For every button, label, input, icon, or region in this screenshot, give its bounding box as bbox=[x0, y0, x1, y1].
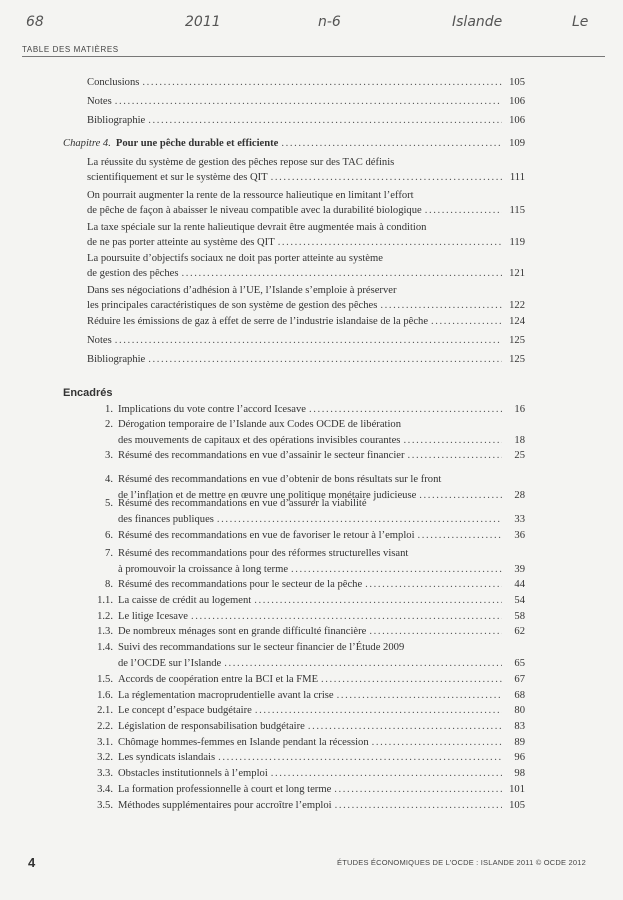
toc-entry-page: 105 bbox=[509, 77, 525, 88]
toc-entry-title: Bibliographie bbox=[87, 354, 146, 365]
box-title: Législation de responsabilisation budgétaire bbox=[118, 721, 305, 732]
box-number: 3. bbox=[105, 450, 113, 461]
box-number: 5. bbox=[105, 498, 113, 509]
box-title: Résumé des recommandations pour des réformes structurelles visant bbox=[118, 548, 409, 559]
box-entry[interactable] bbox=[97, 719, 525, 735]
box-number: 3.2. bbox=[97, 752, 113, 763]
box-title: Résumé des recommandations en vue d’obtenir de bons résultats sur le front bbox=[118, 474, 442, 485]
box-entry[interactable] bbox=[105, 417, 525, 448]
box-entry[interactable] bbox=[105, 577, 525, 593]
box-entry[interactable] bbox=[105, 402, 525, 418]
toc-entry-title: de gestion des pêches bbox=[87, 267, 179, 279]
box-page: 33 bbox=[514, 513, 525, 525]
toc-entry[interactable] bbox=[87, 76, 525, 91]
box-number: 1.4. bbox=[97, 642, 113, 653]
toc-entry-title: de pêche de façon à abaisser le niveau compatible avec la durabilité biologique bbox=[87, 204, 422, 216]
box-title: Les syndicats islandais bbox=[118, 752, 216, 763]
page-number: 4 bbox=[28, 855, 36, 870]
box-page: 96 bbox=[514, 752, 525, 763]
toc-entry[interactable] bbox=[87, 315, 525, 330]
box-title: Implications du vote contre l’accord Icesave bbox=[118, 404, 306, 415]
box-entry[interactable] bbox=[97, 593, 525, 609]
box-page: 54 bbox=[514, 595, 525, 606]
box-title: de l’inflation et de mettre en œuvre une politique monétaire judicieuse bbox=[118, 489, 417, 501]
box-number: 6. bbox=[105, 530, 113, 541]
box-page: 83 bbox=[514, 721, 525, 732]
toc-entry-title: scientifiquement et sur le système des QIT bbox=[87, 171, 268, 183]
box-title: Accords de coopération entre la BCI et la FME bbox=[118, 674, 319, 685]
box-entry[interactable] bbox=[97, 766, 525, 782]
box-number: 1.2. bbox=[97, 611, 113, 622]
box-number: 1.3. bbox=[97, 626, 113, 637]
box-entry[interactable] bbox=[105, 528, 525, 544]
box-entry[interactable] bbox=[97, 798, 525, 814]
box-page: 39 bbox=[514, 563, 525, 575]
box-title: La caisse de crédit au logement bbox=[118, 595, 252, 606]
box-page: 80 bbox=[514, 705, 525, 716]
toc-entry-page: 125 bbox=[509, 354, 525, 365]
toc-entry-page: 121 bbox=[509, 267, 525, 279]
box-number: 3.1. bbox=[97, 737, 113, 748]
box-number: 3.5. bbox=[97, 800, 113, 811]
box-page: 68 bbox=[514, 690, 525, 701]
toc-entry-title: La poursuite d’objectifs sociaux ne doit pas porter atteinte au système bbox=[87, 253, 383, 264]
toc-entry[interactable] bbox=[87, 353, 525, 368]
box-entry[interactable] bbox=[97, 750, 525, 766]
box-entry[interactable] bbox=[97, 609, 525, 625]
box-entry[interactable] bbox=[97, 688, 525, 704]
box-entry[interactable] bbox=[97, 640, 525, 671]
box-title: de l’OCDE sur l’Islande bbox=[118, 657, 222, 669]
box-title: Résumé des recommandations en vue d’assurer la viabilité bbox=[118, 498, 367, 509]
box-page: 16 bbox=[514, 404, 525, 415]
box-number: 1. bbox=[105, 404, 113, 415]
box-number: 2. bbox=[105, 419, 113, 430]
header-rule bbox=[22, 56, 605, 57]
handwritten-note: n-6 bbox=[318, 14, 341, 30]
box-number: 3.3. bbox=[97, 768, 113, 779]
toc-entry-page: 124 bbox=[509, 316, 525, 327]
toc-entry[interactable] bbox=[87, 221, 525, 250]
toc-entry-page: 122 bbox=[509, 299, 525, 311]
box-page: 105 bbox=[509, 800, 525, 811]
chapter-entry[interactable] bbox=[63, 137, 525, 152]
box-number: 4. bbox=[105, 474, 113, 485]
toc-entry-page: 125 bbox=[509, 335, 525, 346]
box-page: 67 bbox=[514, 674, 525, 685]
toc-entry[interactable] bbox=[87, 114, 525, 129]
toc-entry-title: Bibliographie bbox=[87, 115, 146, 126]
toc-entry-title: Dans ses négociations d’adhésion à l’UE, l’Islande s’emploie à préserver bbox=[87, 285, 397, 296]
box-title: De nombreux ménages sont en grande difficulté financière bbox=[118, 626, 367, 637]
box-page: 98 bbox=[514, 768, 525, 779]
box-entry[interactable] bbox=[105, 496, 525, 527]
toc-entry-title: Notes bbox=[87, 335, 112, 346]
box-entry[interactable] bbox=[105, 546, 525, 577]
toc-entry-title: Réduire les émissions de gaz à effet de serre de l’industrie islandaise de la pêche bbox=[87, 316, 429, 327]
box-page: 44 bbox=[514, 579, 525, 590]
box-page: 28 bbox=[514, 489, 525, 501]
toc-entry-page: 106 bbox=[509, 96, 525, 107]
box-title: Suivi des recommandations sur le secteur financier de l’Étude 2009 bbox=[118, 642, 405, 653]
box-title: Chômage hommes-femmes en Islande pendant la récession bbox=[118, 737, 369, 748]
toc-entry-page: 106 bbox=[509, 115, 525, 126]
box-entry[interactable] bbox=[97, 624, 525, 640]
box-number: 1.1. bbox=[97, 595, 113, 606]
chapter-label: Chapitre 4. bbox=[63, 138, 111, 149]
toc-entry[interactable] bbox=[87, 334, 525, 349]
box-number: 3.4. bbox=[97, 784, 113, 795]
toc-entry-title: La réussite du système de gestion des pêches repose sur des TAC définis bbox=[87, 157, 395, 168]
box-page: 65 bbox=[514, 657, 525, 669]
toc-entry[interactable] bbox=[87, 189, 525, 218]
toc-entry-page: 119 bbox=[509, 236, 525, 248]
box-number: 8. bbox=[105, 579, 113, 590]
box-title: Dérogation temporaire de l’Islande aux Codes OCDE de libération bbox=[118, 419, 402, 430]
box-number: 7. bbox=[105, 548, 113, 559]
toc-entry-title: Notes bbox=[87, 96, 112, 107]
box-title: Méthodes supplémentaires pour accroître l’emploi bbox=[118, 800, 332, 811]
box-page: 101 bbox=[509, 784, 525, 795]
box-page: 62 bbox=[514, 626, 525, 637]
box-entry[interactable] bbox=[97, 703, 525, 719]
box-page: 18 bbox=[514, 434, 525, 446]
box-title: Le concept d’espace budgétaire bbox=[118, 705, 252, 716]
toc-entry[interactable] bbox=[87, 95, 525, 110]
box-number: 1.6. bbox=[97, 690, 113, 701]
handwritten-note: 2011 bbox=[185, 14, 221, 30]
box-entry[interactable] bbox=[97, 735, 525, 751]
box-title: à promouvoir la croissance à long terme bbox=[118, 563, 289, 575]
box-title: des finances publiques bbox=[118, 513, 214, 525]
toc-entry-title: les principales caractéristiques de son système de gestion des pêches bbox=[87, 299, 378, 311]
box-title: Le litige Icesave bbox=[118, 611, 188, 622]
box-entry[interactable] bbox=[97, 782, 525, 798]
box-number: 2.2. bbox=[97, 721, 113, 732]
box-entry[interactable] bbox=[97, 672, 525, 688]
handwritten-note: Islande bbox=[452, 14, 503, 30]
box-page: 58 bbox=[514, 611, 525, 622]
running-head: TABLE DES MATIÈRES bbox=[22, 45, 119, 54]
box-page: 25 bbox=[514, 450, 525, 461]
toc-entry-title: Conclusions bbox=[87, 77, 140, 88]
toc-entry-title: On pourrait augmenter la rente de la ressource halieutique en limitant l’effort bbox=[87, 190, 414, 201]
toc-entry-page: 115 bbox=[509, 204, 525, 216]
section-heading: Encadrés bbox=[63, 387, 113, 399]
box-page: 89 bbox=[514, 737, 525, 748]
handwritten-note: 68 bbox=[26, 14, 44, 30]
box-title: Résumé des recommandations en vue de favoriser le retour à l’emploi bbox=[118, 530, 415, 541]
box-page: 36 bbox=[514, 530, 525, 541]
box-entry[interactable] bbox=[105, 448, 525, 464]
toc-entry[interactable] bbox=[87, 252, 525, 281]
chapter-title: Pour une pêche durable et efficiente bbox=[115, 138, 279, 149]
box-title: Obstacles institutionnels à l’emploi bbox=[118, 768, 268, 779]
box-title: La formation professionnelle à court et long terme bbox=[118, 784, 332, 795]
box-title: Résumé des recommandations pour le secteur de la pêche bbox=[118, 579, 363, 590]
toc-entry[interactable] bbox=[87, 156, 525, 185]
box-title: La réglementation macroprudentielle avant la crise bbox=[118, 690, 334, 701]
toc-entry-title: de ne pas porter atteinte au système des QIT bbox=[87, 236, 275, 248]
handwritten-note: Le bbox=[572, 14, 589, 30]
box-title: Résumé des recommandations en vue d’assainir le secteur financier bbox=[118, 450, 405, 461]
toc-entry-page: 111 bbox=[509, 171, 525, 183]
box-number: 1.5. bbox=[97, 674, 113, 685]
toc-entry[interactable] bbox=[87, 284, 525, 313]
box-number: 2.1. bbox=[97, 705, 113, 716]
chapter-page: 109 bbox=[509, 138, 525, 149]
footer-text: ÉTUDES ÉCONOMIQUES DE L’OCDE : ISLANDE 2011 © OCDE 2012 bbox=[337, 858, 586, 867]
toc-entry-title: La taxe spéciale sur la rente halieutique devrait être augmentée mais à condition bbox=[87, 222, 427, 233]
box-title: des mouvements de capitaux et des opérations invisibles courantes bbox=[118, 434, 401, 446]
